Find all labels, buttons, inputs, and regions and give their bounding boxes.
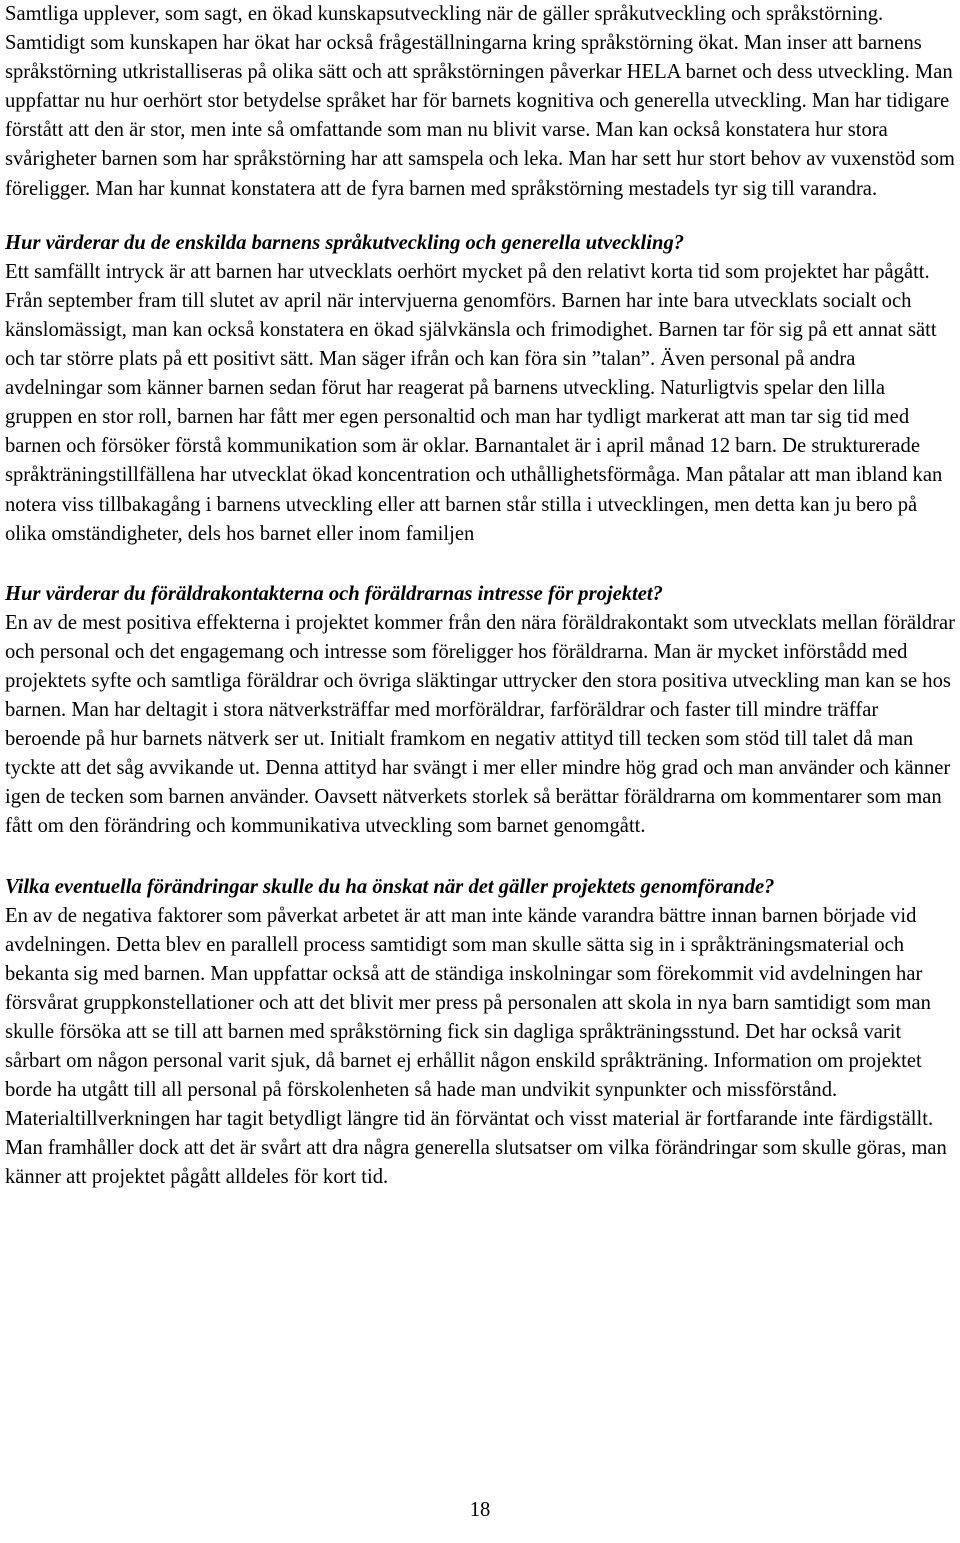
section-parent-contacts xyxy=(5,580,957,842)
page-number: 18 xyxy=(469,1499,491,1521)
intro-paragraph: Samtliga upplever, som sagt, en ökad kunskapsutveckling när de gäller språkutveckling och språkstörning. Samtidigt som kunskapen har ökat har också frågeställningarna kring språkstörning ökat. Man inser att barnens språkstörning utkristalliseras på olika sätt och att språkstörningen påverkar HELA barnet och dess utveckling. Man uppfattar nu hur oerhört stor betydelse språket har för barnets kognitiva och generella utveckling. Man har tidigare förstått att den är stor, men inte så omfattande som man nu blivit varse. Man kan också konstatera hur stora svårigheter barnen som har språkstörning har att samspela och leka. Man har sett hur stort behov av vuxenstöd som föreligger. Man har kunnat konstatera att de fyra barnen med språkstörning mestadels tyr sig till varandra. xyxy=(5,3,955,200)
section-heading: Vilka eventuella förändringar skulle du ha önskat när det gäller projektets genomförande? xyxy=(5,875,775,898)
spacer xyxy=(5,842,957,873)
section-heading: Hur värderar du de enskilda barnens språkutveckling och generella utveckling? xyxy=(5,231,685,254)
spacer xyxy=(5,549,957,580)
spacer xyxy=(5,204,957,229)
section-body: En av de negativa faktorer som påverkat arbetet är att man inte kände varandra bättre innan barnen började vid avdelningen. Detta blev en parallell process samtidigt som man skulle sätta sig in i språkträningsmaterial och bekanta sig med barnen. Man uppfattar också att de ständiga inskolningar som förekommit vid avdelningen har försvårat gruppkonstellationer och att det blivit mer press på personalen att skola in nya barn samtidigt som man skulle försöka att se till att barnen med språkstörning fick sin dagliga språkträningsstund. Det har också varit sårbart om någon personal varit sjuk, då barnet ej erhållit någon enskild språkträning. Information om projektet borde ha utgått till all personal på förskolenheten så hade man undvikit synpunkter och missförstånd. Materialtillverkningen har tagit betydligt längre tid än förväntat och visst material är fortfarande inte färdigställt. Man framhåller dock att det är svårt att dra några generella slutsatser om vilka förändringar som skulle göras, man känner att projektet pågått alldeles för kort tid. xyxy=(5,904,947,1189)
section-body: Ett samfällt intryck är att barnen har utvecklats oerhört mycket på den relativt korta tid som projektet har pågått. Från september fram till slutet av april när intervjuerna genomförs. Barnen har inte bara utvecklats socialt och känslomässigt, man kan också konstatera en ökad självkänsla och frimodighet. Barnen tar för sig på ett annat sätt och tar större plats på ett positivt sätt. Man säger ifrån och kan föra sin ”talan”. Även personal på andra avdelningar som känner barnen sedan förut har reagerat på barnens utveckling. Naturligtvis spelar den lilla gruppen en stor roll, barnen har fått mer egen personaltid och man har tydligt markerat att man tar sig tid med barnen och försöker förstå kommunikation som är oklar. Barnantalet är i april månad 12 barn. De strukturerade språkträningstillfällena har utvecklat ökad koncentration och uthållighetsförmåga. Man påtalar att man ibland kan notera viss tillbakagång i barnens utveckling eller att barnen står stilla i utvecklingen, men detta kan ju bero på olika omständigheter, dels hos barnet eller inom familjen xyxy=(5,260,943,545)
section-heading: Hur värderar du föräldrakontakterna och föräldrarnas intresse för projektet? xyxy=(5,582,663,605)
section-body: En av de mest positiva effekterna i projektet kommer från den nära föräldrakontakt som utvecklats mellan föräldrar och personal och det engagemang och intresse som föreligger hos föräldrarna. Man är mycket införstådd med projektets syfte och samtliga föräldrar och övriga släktingar uttrycker den stora positiva utveckling man kan se hos barnen. Man har deltagit i stora nätverksträffar med morföräldrar, farföräldrar och faster till mindre träffar beroende på hur barnets nätverk ser ut. Initialt framkom en negativ attityd till tecken som stöd till talet då man tyckte att det såg avvikande ut. Denna attityd har svängt i mer eller mindre hög grad och man använder och känner igen de tecken som barnen använder. Oavsett nätverkets storlek så berättar föräldrarna om kommentarer som man fått om den förändring och kommunikativa utveckling som barnet genomgått. xyxy=(5,611,956,838)
section-child-development xyxy=(5,229,957,549)
section-project-changes xyxy=(5,873,957,1193)
document-page xyxy=(5,0,957,1193)
